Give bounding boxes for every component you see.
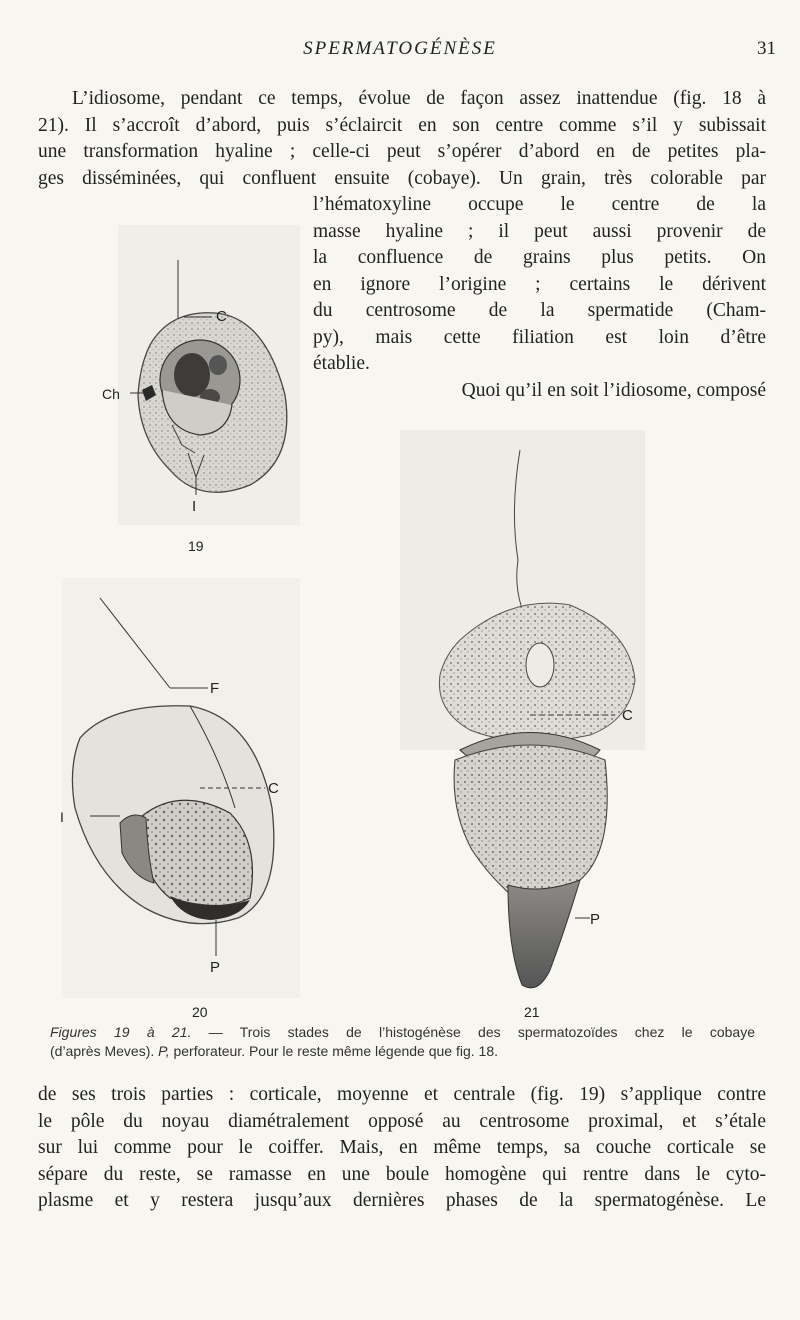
text-line: 21). Il s’accroît d’abord, puis s’éclaircit en son centre comme s’il y subissait xyxy=(38,114,766,136)
caption-text: (d’après Meves). xyxy=(50,1043,159,1059)
figure-19-number: 19 xyxy=(188,538,204,554)
running-title: SPERMATOGÉNÈSE xyxy=(303,38,497,59)
text-line: sépare du reste, se ramasse en une boule homogène qui rentre dans le cyto- xyxy=(38,1163,766,1185)
figure-19-label-i: I xyxy=(192,498,197,515)
figure-21-label-p: P xyxy=(590,911,601,928)
text-line: L’idiosome, pendant ce temps, évolue de façon assez inattendue (fig. 18 à xyxy=(72,88,766,109)
text-line: sur lui comme pour le coiffer. Mais, en même temps, sa couche corticale se xyxy=(38,1137,766,1158)
text-line: établie. xyxy=(313,353,370,374)
figure-19-label-ch: Ch xyxy=(102,386,120,402)
figure-20-label-i: I xyxy=(60,809,64,825)
figure-20-illustration xyxy=(50,578,300,998)
figure-21-number: 21 xyxy=(524,1004,540,1020)
bottom-paragraph xyxy=(38,1082,766,1215)
caption-text: perforateur. Pour le reste même légende que fig. 18. xyxy=(169,1043,499,1059)
figure-caption xyxy=(50,1023,755,1061)
text-line: la confluence de grains plus petits. On xyxy=(313,247,766,268)
text-line: une transformation hyaline ; celle-ci peut s’opérer d’abord en de petites pla- xyxy=(38,141,766,162)
figure-20-number: 20 xyxy=(192,1004,208,1020)
figure-19-label-c: C xyxy=(216,308,227,325)
side-paragraph xyxy=(313,192,766,404)
figure-21-label-c: C xyxy=(622,707,633,724)
caption-figures-ref: Figures 19 à 21. xyxy=(50,1024,192,1040)
text-line: du centrosome de la spermatide (Cham- xyxy=(313,300,766,321)
figure-19-illustration xyxy=(100,225,300,525)
text-line: le pôle du noyau diamétralement opposé au centrosome proximal, et s’étale xyxy=(38,1110,766,1132)
figure-21-illustration xyxy=(400,430,660,1000)
figure-20-label-f: F xyxy=(210,680,220,697)
text-line: de ses trois parties : corticale, moyenne et centrale (fig. 19) s’applique contre xyxy=(38,1084,766,1105)
text-line: py), mais cette filiation est loin d’être xyxy=(313,326,766,348)
top-paragraph xyxy=(38,86,766,192)
text-line: masse hyaline ; il peut aussi provenir de xyxy=(313,220,766,242)
text-line: en ignore l’origine ; certains le dérivent xyxy=(313,273,766,295)
figure-20-label-c: C xyxy=(268,780,279,797)
caption-abbrev: P, xyxy=(158,1043,170,1059)
caption-text: — Trois stades de l’histogénèse des spermatozoïdes chez le cobaye xyxy=(191,1024,755,1040)
text-line: ges disséminées, qui confluent ensuite (cobaye). Un grain, très colorable par xyxy=(38,167,766,189)
figure-20-label-p: P xyxy=(210,959,221,976)
text-line: plasme et y restera jusqu’aux dernières phases de la spermatogénèse. Le xyxy=(38,1190,766,1211)
text-line: l’hématoxyline occupe le centre de la xyxy=(313,194,766,215)
text-line: Quoi qu’il en soit l’idiosome, composé xyxy=(461,379,766,401)
page-number: 31 xyxy=(757,38,776,59)
